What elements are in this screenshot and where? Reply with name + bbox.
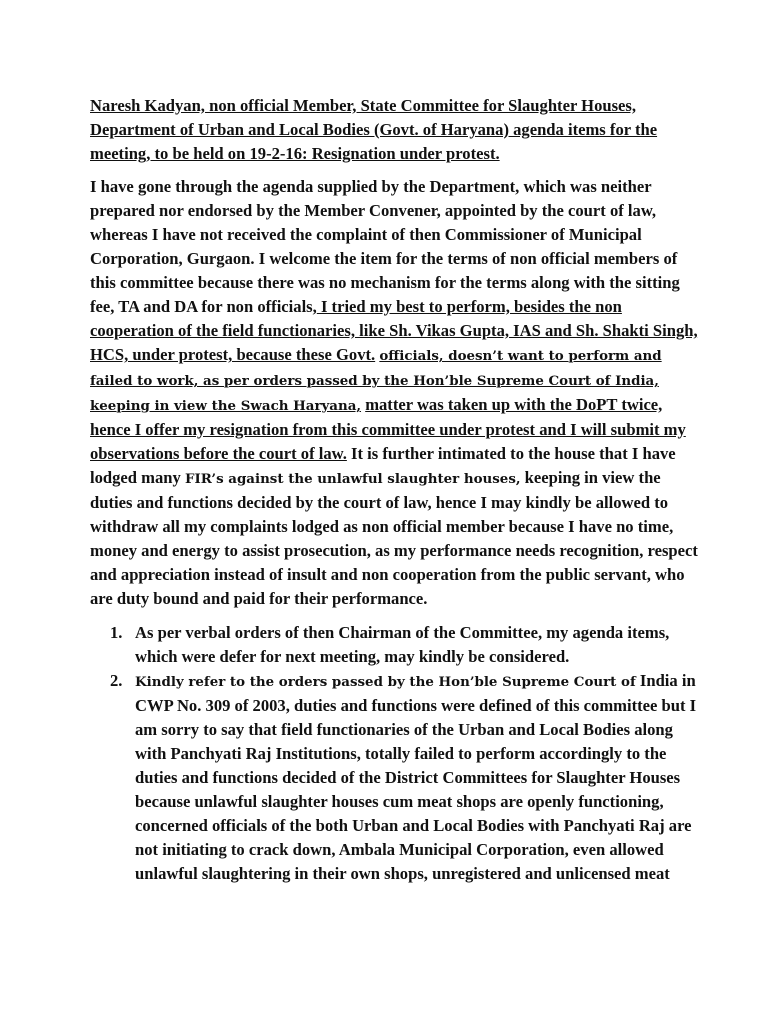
- list-item-lead-text: Kindly refer to the orders passed by the Hon’ble Supreme Court of: [135, 674, 636, 690]
- paragraph-text-intro: I have gone through the agenda supplied by the Department, which was neither prepared nor endorsed by the Member Convener, appointed by the court of law, whereas I have not received the complaint of then Commissioner of Municipal Corporation, Gurgaon. I welcome the item for the terms of non official members of this committee because there was no mechanism for the terms along with the sitting fee, TA and DA for non officials,: [90, 177, 680, 316]
- list-item-number: 1.: [110, 623, 123, 642]
- document-title: Naresh Kadyan, non official Member, State Committee for Slaughter Houses, Department of Urban and Local Bodies (Govt. of Haryana) agenda items for the meeting, to be held on 19-2-16: Resignation under protest.: [90, 96, 658, 163]
- document-page: [90, 94, 702, 886]
- main-paragraph: [90, 175, 702, 611]
- list-item-text: India in CWP No. 309 of 2003, duties and functions were defined of this committee but I am sorry to say that field functionaries of the Urban and Local Bodies along with Panchyati Raj Institutions, totally failed to perform accordingly to the duties and functions decided of the District Committees for Slaughter Houses because unlawful slaughter houses cum meat shops are openly functioning, concerned officials of the both Urban and Local Bodies with Panchyati Raj are not initiating to crack down, Ambala Municipal Corporation, even allowed unlawful slaughtering in their own shops, unregistered and unlicensed meat: [135, 671, 697, 883]
- paragraph-text-middle: It is further intimated to the house that I have lodged many: [90, 444, 676, 487]
- paragraph-underlined-text-2: officials, doesn’t want to perform and failed to work, as per orders passed by the Hon’ble Supreme Court of India, keeping in view the Swach Haryana,: [90, 348, 662, 414]
- agenda-list: [90, 621, 702, 886]
- paragraph-underlined-text-3: matter was taken up with the DoPT twice, hence I offer my resignation from this committee under protest and I will submit my observations before the court of law.: [90, 395, 686, 463]
- list-item: [90, 669, 702, 886]
- list-item-number: 2.: [110, 671, 123, 690]
- paragraph-fir-text: FIR’s against the unlawful slaughter houses,: [184, 471, 521, 487]
- list-item: [90, 621, 702, 669]
- paragraph-underlined-text-1: I tried my best to perform, besides the non cooperation of the field functionaries, like Sh. Vikas Gupta, IAS and Sh. Shakti Singh, HCS, under protest, because these Govt.: [90, 297, 698, 364]
- list-item-text: As per verbal orders of then Chairman of the Committee, my agenda items, which were defer for next meeting, may kindly be considered.: [135, 623, 670, 666]
- paragraph-text-end: keeping in view the duties and functions decided by the court of law, hence I may kindly be allowed to withdraw all my complaints lodged as non official member because I have no time, money and energy to assist prosecution, as my performance needs recognition, respect and appreciation instead of insult and non cooperation from the public servant, who are duty bound and paid for their performance.: [90, 468, 698, 608]
